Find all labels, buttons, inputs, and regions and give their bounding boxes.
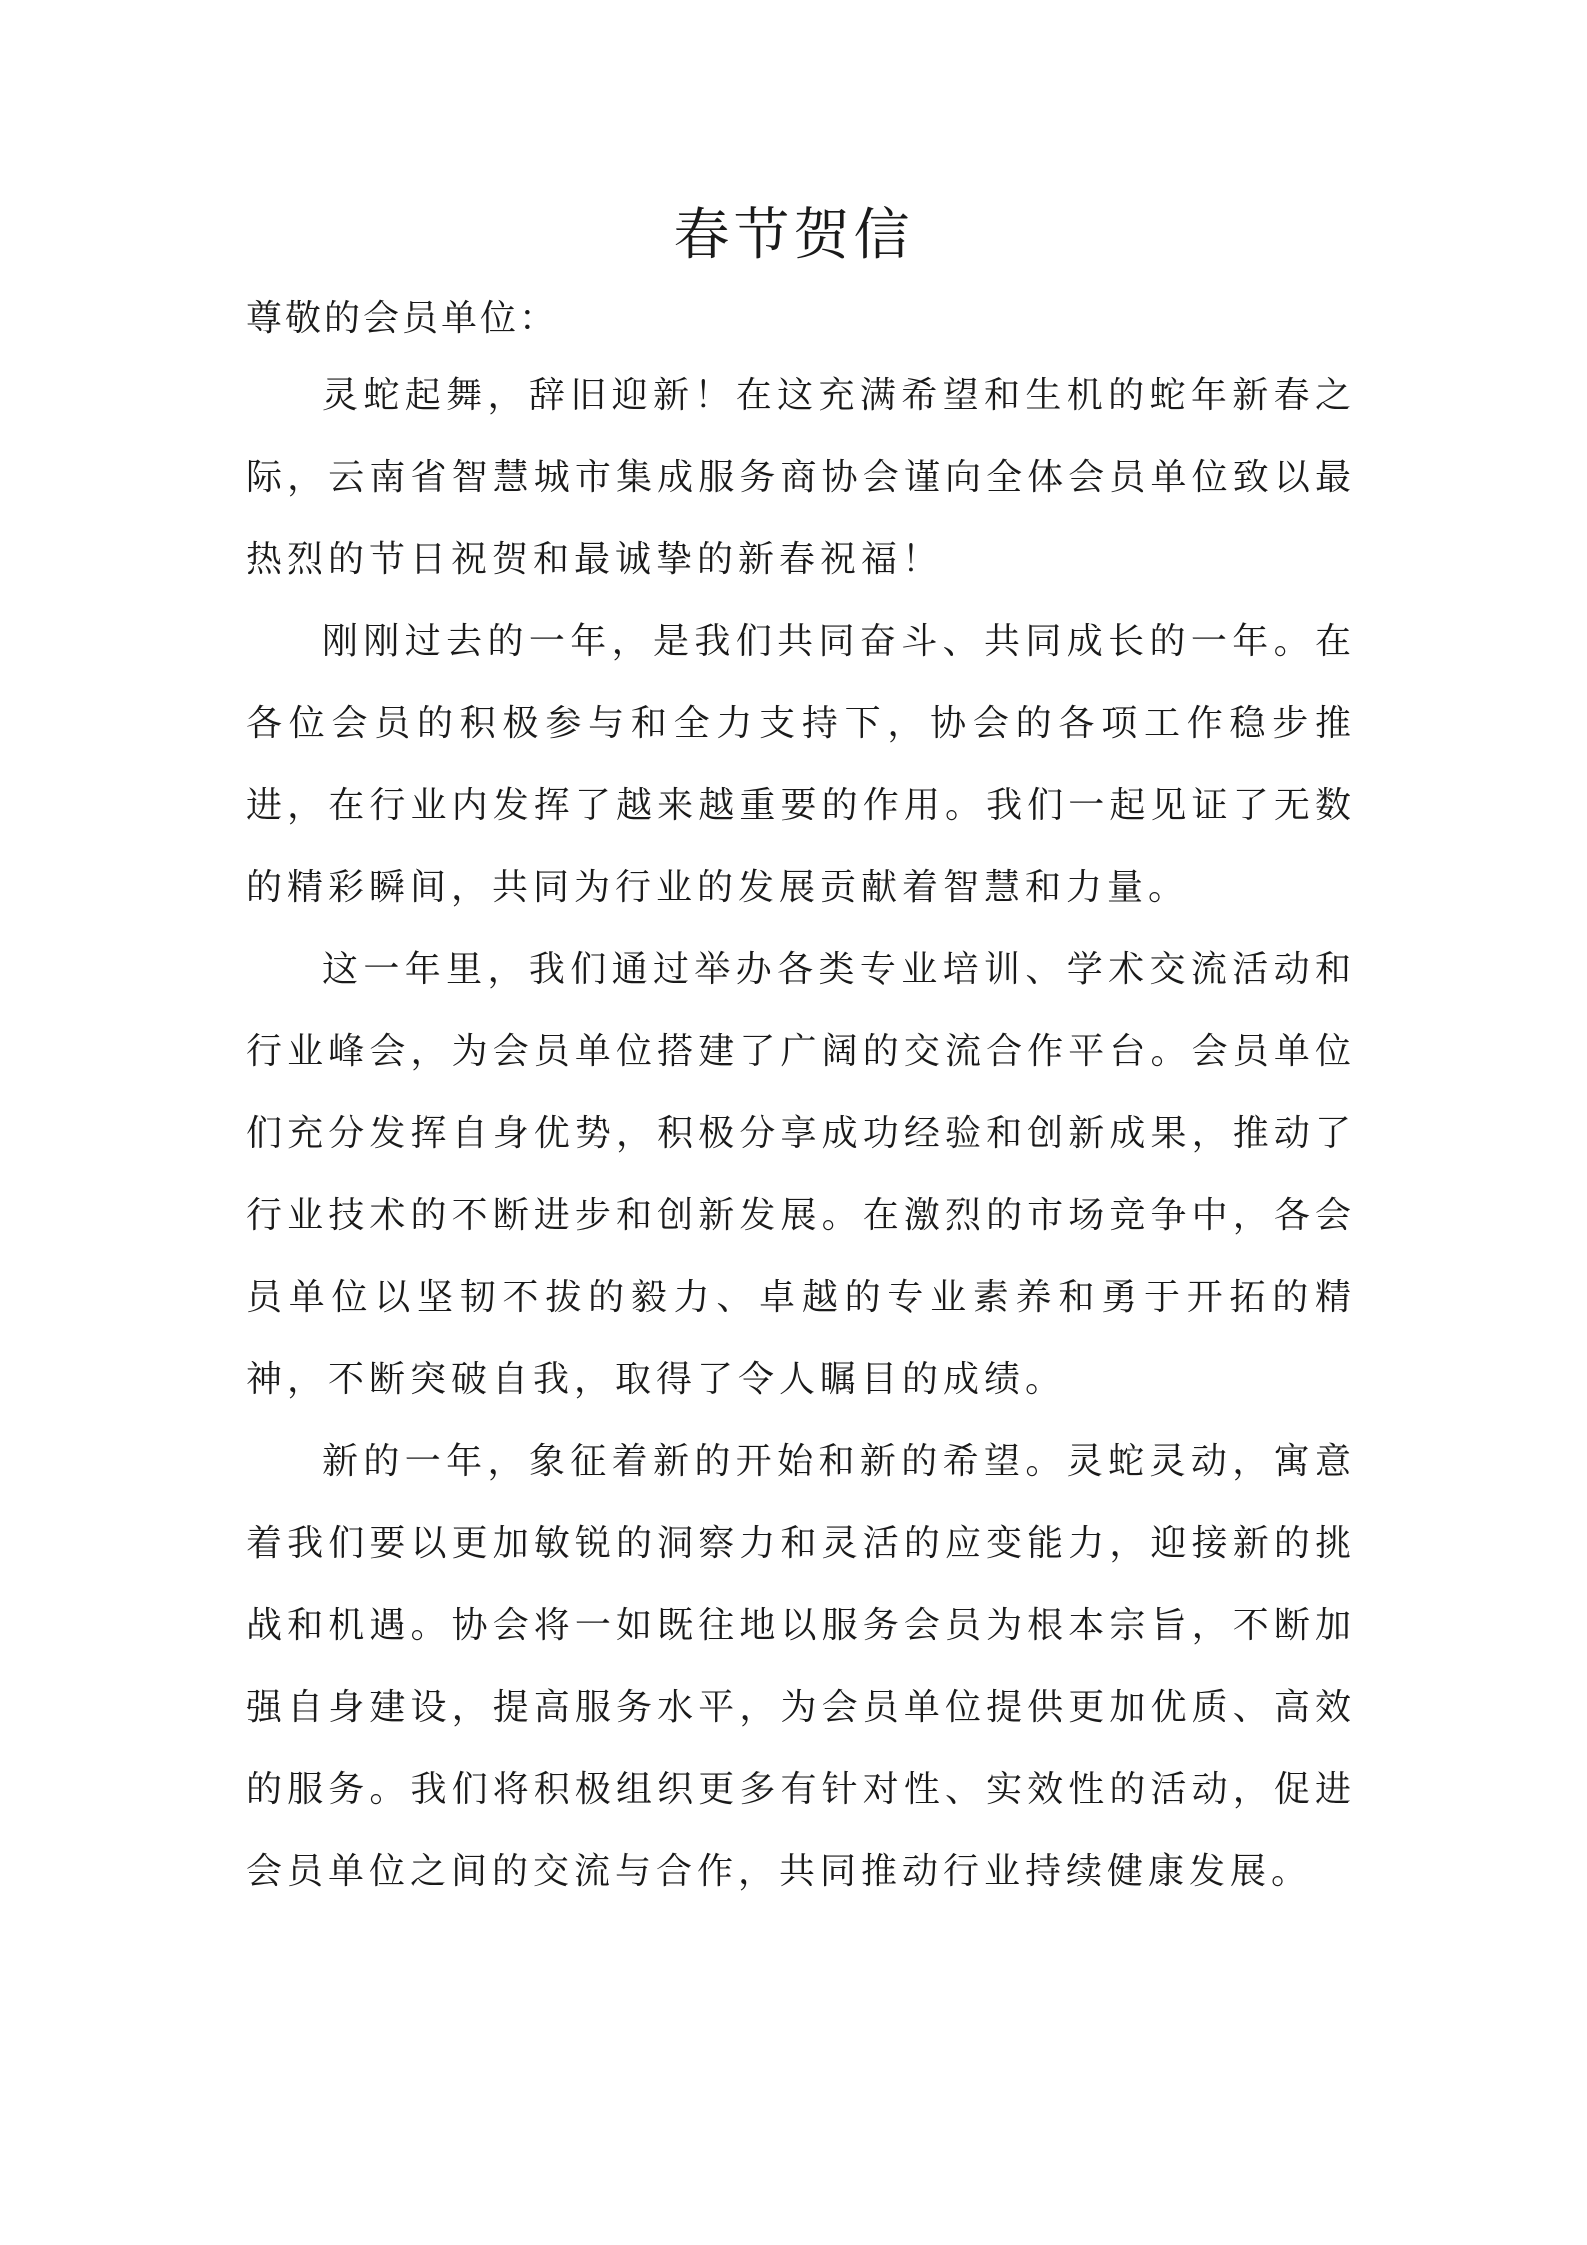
- paragraph-1: 灵蛇起舞，辞旧迎新！在这充满希望和生机的蛇年新春之际，云南省智慧城市集成服务商协会谨向全体会员单位致以最热烈的节日祝贺和最诚挚的新春祝福！: [246, 375, 1356, 580]
- letter-body: [246, 283, 1356, 1913]
- paragraph-3: 这一年里，我们通过举办各类专业培训、学术交流活动和行业峰会，为会员单位搭建了广阔的交流合作平台。会员单位们充分发挥自身优势，积极分享成功经验和创新成果，推动了行业技术的不断进步和创新发展。在激烈的市场竞争中，各会员单位以坚韧不拔的毅力、卓越的专业素养和勇于开拓的精神，不断突破自我，取得了令人瞩目的成绩。: [246, 949, 1356, 1400]
- paragraph-4: 新的一年，象征着新的开始和新的希望。灵蛇灵动，寓意着我们要以更加敏锐的洞察力和灵活的应变能力，迎接新的挑战和机遇。协会将一如既往地以服务会员为根本宗旨，不断加强自身建设，提高服务水平，为会员单位提供更加优质、高效的服务。我们将积极组织更多有针对性、实效性的活动，促进会员单位之间的交流与合作，共同推动行业持续健康发展。: [246, 1441, 1356, 1892]
- letter-title: 春节贺信: [673, 203, 914, 268]
- salutation: 尊敬的会员单位：: [246, 298, 559, 339]
- paragraph-2: 刚刚过去的一年，是我们共同奋斗、共同成长的一年。在各位会员的积极参与和全力支持下，协会的各项工作稳步推进，在行业内发挥了越来越重要的作用。我们一起见证了无数的精彩瞬间，共同为行业的发展贡献着智慧和力量。: [246, 621, 1356, 908]
